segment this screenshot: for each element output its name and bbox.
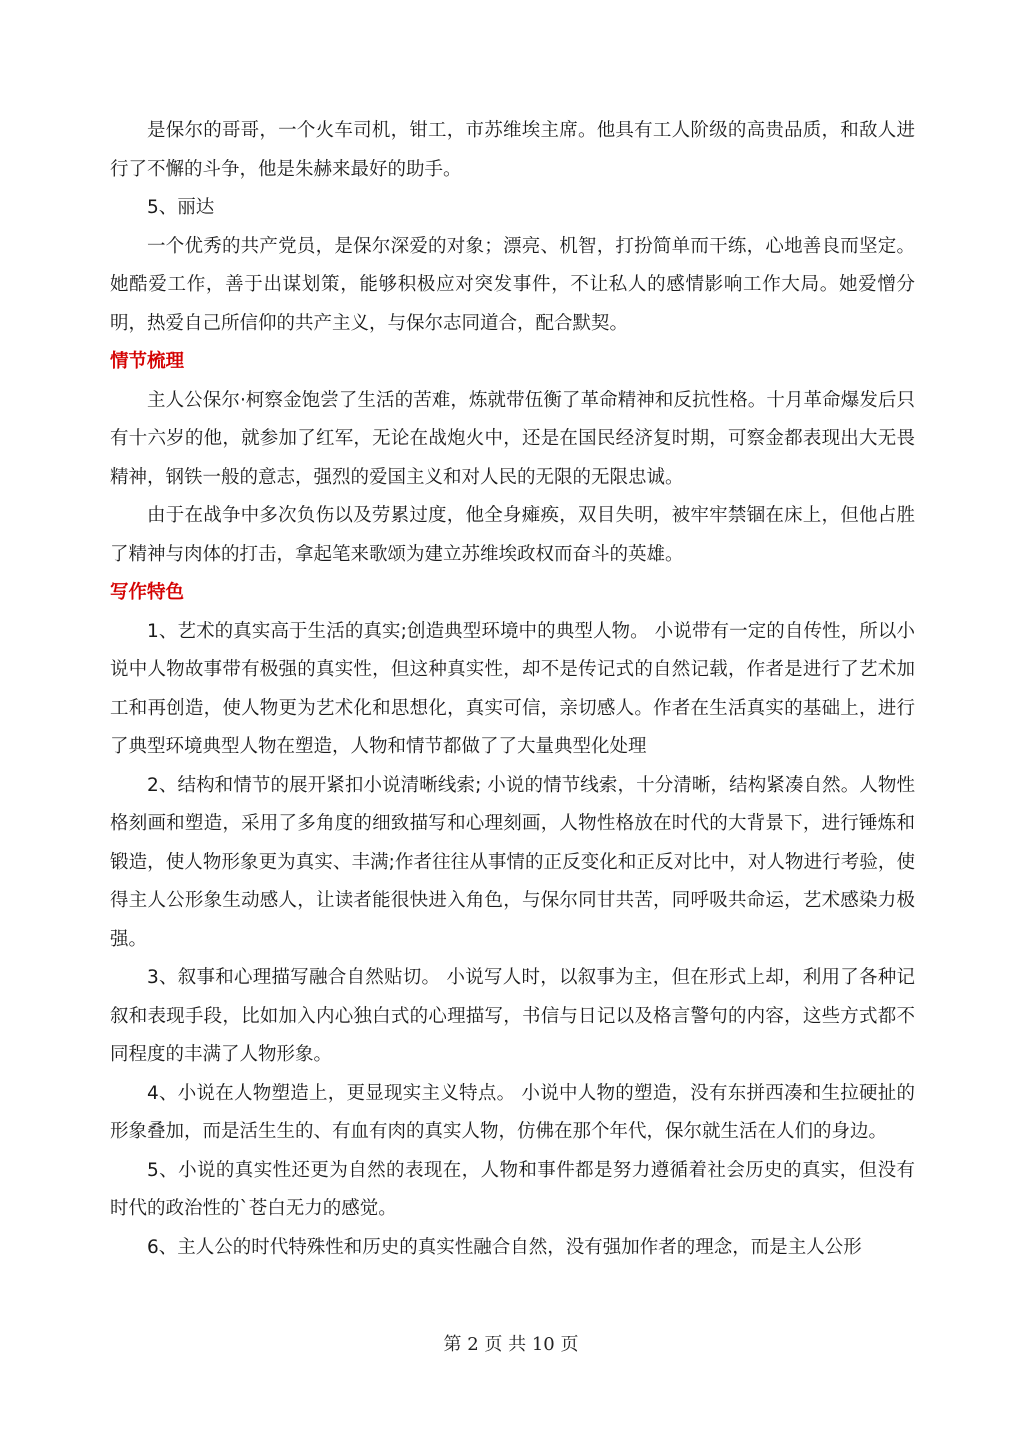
paragraph: 5、小说的真实性还更为自然的表现在，人物和事件都是努力遵循着社会历史的真实，但没有时代的政治性的`苍白无力的感觉。: [110, 1159, 915, 1219]
paragraph: 是保尔的哥哥，一个火车司机，钳工，市苏维埃主席。他具有工人阶级的高贵品质，和敌人进行了不懈的斗争，他是朱赫来最好的助手。: [110, 120, 915, 180]
page-number-footer: 第 2 页 共 10 页: [443, 1334, 579, 1355]
paragraph: 4、小说在人物塑造上，更显现实主义特点。 小说中人物的塑造，没有东拼西凑和生拉硬扯的形象叠加，而是活生生的、有血有肉的真实人物，仿佛在那个年代，保尔就生活在人们的身边。: [110, 1082, 915, 1142]
paragraph: 5、丽达: [147, 197, 215, 218]
paragraph: 3、叙事和心理描写融合自然贴切。 小说写人时，以叙事为主，但在形式上却，利用了各种记叙和表现手段，比如加入内心独白式的心理描写，书信与日记以及格言警句的内容，这些方式都不同程度的丰满了人物形象。: [110, 967, 915, 1065]
section-heading: 情节梳理: [110, 351, 185, 372]
paragraph: 2、结构和情节的展开紧扣小说清晰线索; 小说的情节线索，十分清晰，结构紧凑自然。人物性格刻画和塑造，采用了多角度的细致描写和心理刻画，人物性格放在时代的大背景下，进行锤炼和锻造，使人物形象更为真实、丰满;作者往往从事情的正反变化和正反对比中，对人物进行考验，使得主人公形象生动感人，让读者能很快进入角色，与保尔同甘共苦，同呼吸共命运，艺术感染力极强。: [110, 774, 915, 950]
paragraph: 6、主人公的时代特殊性和历史的真实性融合自然，没有强加作者的理念，而是主人公形: [147, 1236, 862, 1258]
paragraph: 主人公保尔·柯察金饱尝了生活的苦难，炼就带伍衡了革命精神和反抗性格。十月革命爆发后只有十六岁的他，就参加了红军，无论在战炮火中，还是在国民经济复时期，可察金都表现出大无畏精神，钢铁一般的意志，强烈的爱国主义和对人民的无限的无限忠诚。: [110, 389, 915, 488]
section-heading: 写作特色: [110, 582, 185, 603]
paragraph: 1、艺术的真实高于生活的真实;创造典型环境中的典型人物。 小说带有一定的自传性，所以小说中人物故事带有极强的真实性，但这种真实性，却不是传记式的自然记载，作者是进行了艺术加工和再创造，使人物更为艺术化和思想化，真实可信，亲切感人。作者在生活真实的基础上，进行了典型环境典型人物在塑造，人物和情节都做了了大量典型化处理: [110, 620, 915, 757]
document-body: [110, 112, 915, 1267]
paragraph: 由于在战争中多次负伤以及劳累过度，他全身瘫痪，双目失明，被牢牢禁锢在床上，但他占胜了精神与肉体的打击，拿起笔来歌颂为建立苏维埃政权而奋斗的英雄。: [110, 505, 915, 565]
paragraph: 一个优秀的共产党员，是保尔深爱的对象；漂亮、机智，打扮简单而干练，心地善良而坚定。她酷爱工作，善于出谋划策，能够积极应对突发事件，不让私人的感情影响工作大局。她爱憎分明，热爱自己所信仰的共产主义，与保尔志同道合，配合默契。: [110, 235, 915, 334]
